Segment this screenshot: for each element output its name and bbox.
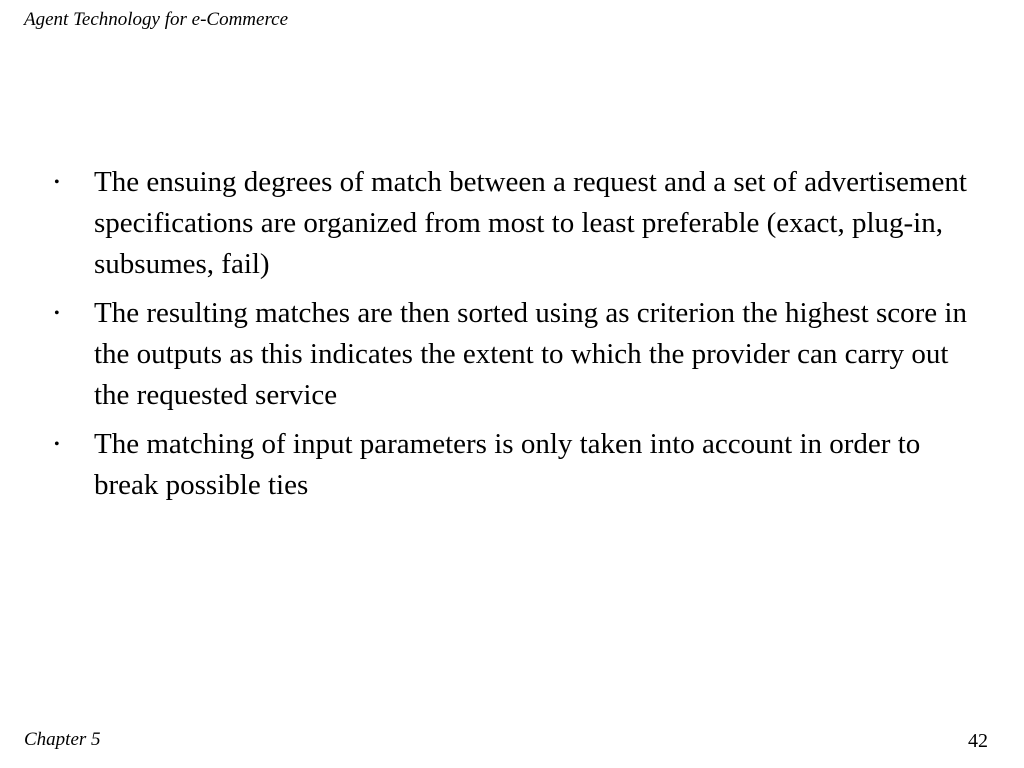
bullet-item (54, 162, 974, 285)
bullet-point-icon: • (54, 436, 60, 453)
bullet-point-icon: • (54, 305, 60, 322)
bullet-text: The resulting matches are then sorted using as criterion the highest score in the outputs as this indicates the extent to which the provider can carry out the requested service (94, 297, 967, 411)
bullet-item (54, 293, 974, 416)
header-title: Agent Technology for e-Commerce (24, 9, 289, 30)
bullet-item (54, 424, 974, 506)
footer-chapter: Chapter 5 (24, 729, 101, 750)
bullet-list (54, 162, 974, 514)
bullet-text: The ensuing degrees of match between a request and a set of advertisement specifications are organized from most to least preferable (exact, plug-in, subsumes, fail) (94, 166, 967, 280)
page-number: 42 (968, 730, 988, 752)
bullet-point-icon: • (54, 174, 60, 191)
bullet-text: The matching of input parameters is only taken into account in order to break possible ties (94, 428, 921, 501)
